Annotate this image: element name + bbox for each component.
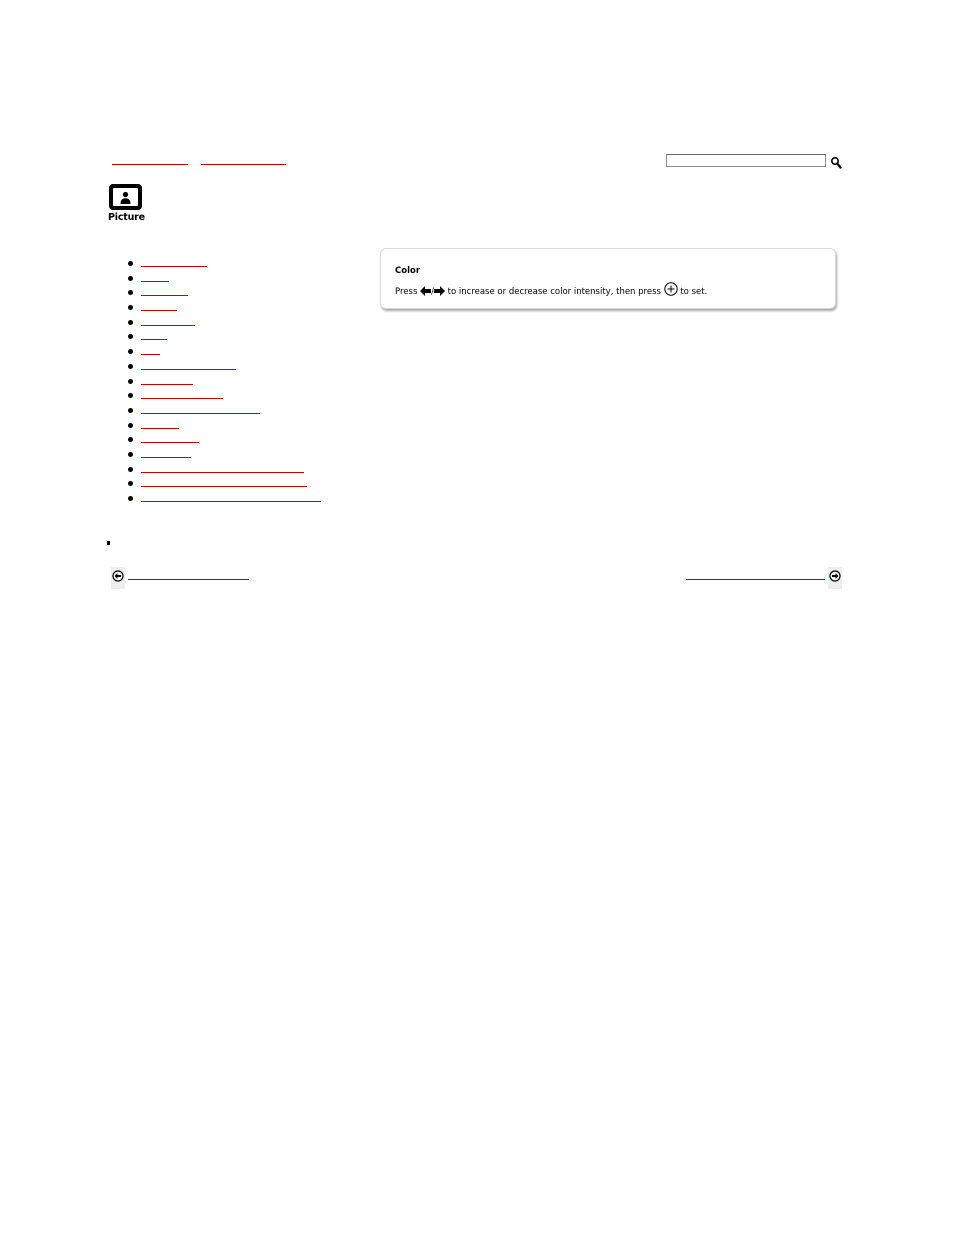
topic-link[interactable] (141, 375, 193, 385)
topic-link[interactable] (141, 492, 321, 502)
bullet (128, 496, 133, 501)
next-page-nav (686, 567, 842, 589)
topic-link[interactable] (141, 419, 179, 429)
bullet (128, 408, 133, 413)
bullet (128, 379, 133, 384)
topic-link[interactable] (141, 360, 236, 370)
picture-icon (109, 184, 142, 211)
topic-link[interactable] (141, 301, 177, 311)
topic-link[interactable] (141, 345, 160, 355)
bullet (128, 320, 133, 325)
instruction-middle-text: to increase or decrease color intensity, then press (447, 287, 661, 297)
search-box (666, 154, 842, 168)
topic-link[interactable] (141, 316, 195, 326)
bullet (128, 261, 133, 266)
arrow-left-icon (420, 286, 431, 296)
bullet (128, 393, 133, 398)
breadcrumb-link-2[interactable] (201, 154, 286, 165)
arrow-right-icon (434, 286, 445, 296)
section-header (108, 184, 148, 226)
prev-page-link[interactable] (128, 569, 249, 580)
square-bullet (107, 541, 110, 545)
topic-link[interactable] (141, 330, 167, 340)
section-title: Picture (108, 212, 145, 223)
bullet (128, 437, 133, 442)
bullet (128, 349, 133, 354)
topic-link[interactable] (141, 389, 223, 399)
magnifier-icon (830, 156, 842, 169)
topic-link[interactable] (141, 433, 199, 443)
info-panel (380, 248, 836, 309)
bullet (128, 481, 133, 486)
search-input[interactable] (666, 154, 826, 167)
topic-link[interactable] (141, 404, 260, 414)
bullet (128, 305, 133, 310)
bullet (128, 334, 133, 339)
arrows-separator: / (431, 287, 434, 297)
bullet (128, 467, 133, 472)
instruction-press-text: Press (395, 287, 418, 297)
next-page-link[interactable] (686, 569, 825, 580)
bullet (128, 276, 133, 281)
plus-circle-icon (664, 282, 678, 296)
search-button[interactable] (830, 154, 842, 167)
bullet (128, 364, 133, 369)
bullet (128, 290, 133, 295)
topic-link[interactable] (141, 463, 304, 473)
bullet (128, 452, 133, 457)
panel-instruction (395, 282, 707, 298)
panel-title: Color (395, 266, 421, 276)
breadcrumb-link-1[interactable] (112, 154, 188, 165)
topic-link[interactable] (141, 272, 169, 282)
arrow-right-circle-icon[interactable] (828, 567, 842, 589)
arrow-left-circle-icon[interactable] (111, 567, 125, 589)
instruction-after-text: to set. (680, 287, 708, 297)
topic-link[interactable] (141, 286, 188, 296)
bullet (128, 423, 133, 428)
topic-link[interactable] (141, 477, 307, 487)
topic-link[interactable] (141, 448, 191, 458)
topic-link[interactable] (141, 257, 207, 267)
